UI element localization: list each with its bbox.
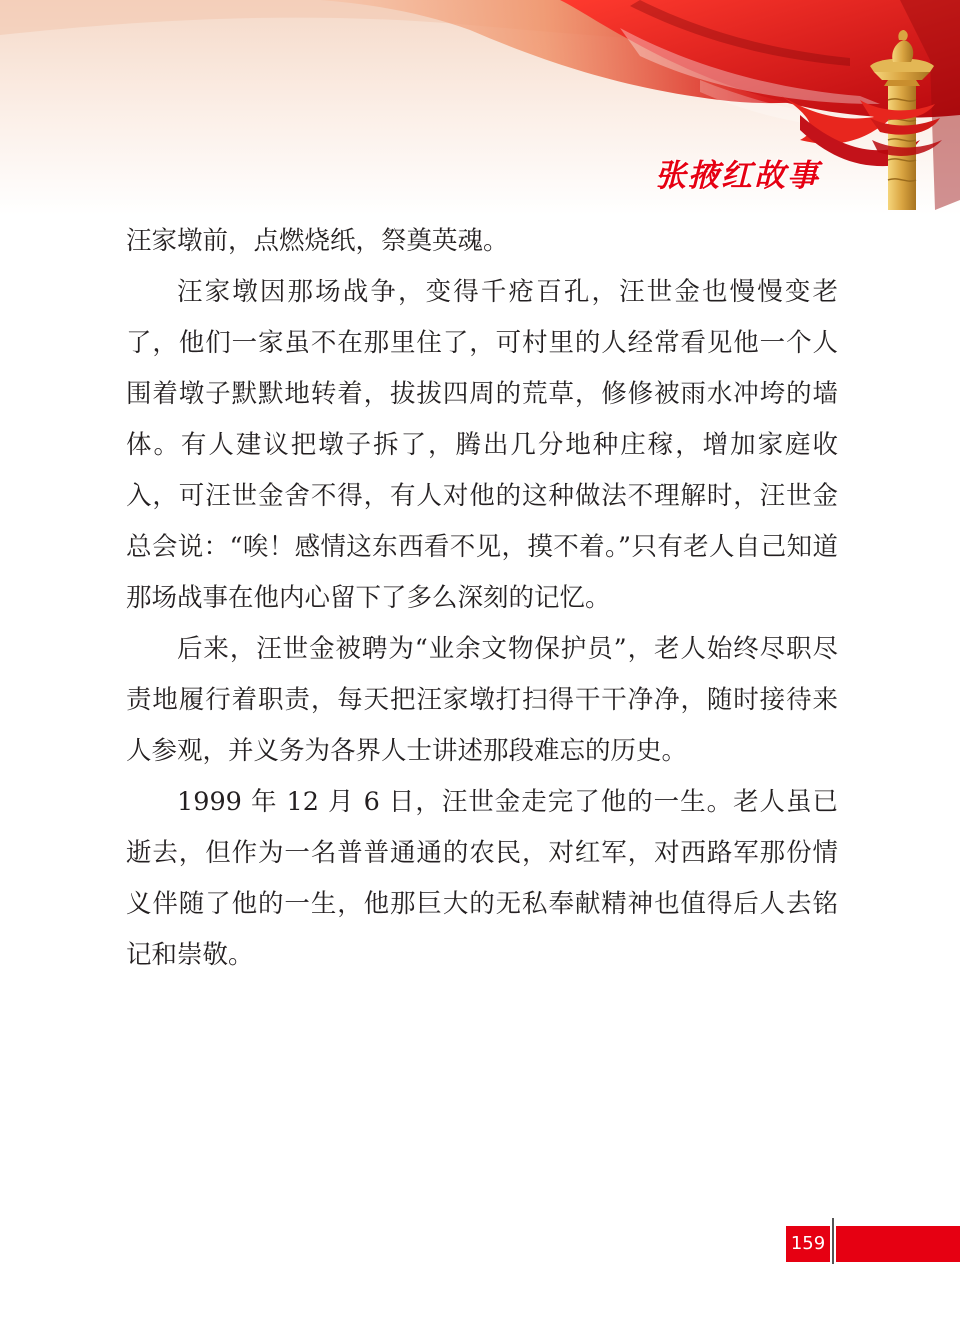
page-number-divider [832,1218,834,1264]
paragraph-4: 1999 年 12 月 6 日，汪世金走完了他的一生。老人虽已逝去，但作为一名普普通通的农民，对红军，对西路军那份情义伴随了他的一生，他那巨大的无私奉献精神也值得后人去铭记和崇敬。 [126,787,838,970]
page-header-banner [0,0,960,215]
series-title: 张掖红故事 [655,158,820,194]
paragraph-1: 汪家墩前，点燃烧纸，祭奠英魂。 [126,226,509,256]
page-number-bar [836,1226,960,1262]
page-number: 159 [786,1226,830,1262]
paragraph-2: 汪家墩因那场战争，变得千疮百孔，汪世金也慢慢变老了，他们一家虽不在那里住了，可村里的人经常看见他一个人围着墩子默默地转着，拔拔四周的荒草，修修被雨水冲垮的墙体。有人建议把墩子拆了，腾出几分地种庄稼，增加家庭收入，可汪世金舍不得，有人对他的这种做法不理解时，汪世金总会说：“唉！感情这东西看不见，摸不着。”只有老人自己知道那场战事在他内心留下了多么深刻的记忆。 [126,277,838,613]
paragraph-3: 后来，汪世金被聘为“业余文物保护员”，老人始终尽职尽责地履行着职责，每天把汪家墩打扫得干干净净，随时接待来人参观，并义务为各界人士讲述那段难忘的历史。 [126,634,838,766]
page-footer [786,1226,960,1262]
article-body [126,216,838,981]
